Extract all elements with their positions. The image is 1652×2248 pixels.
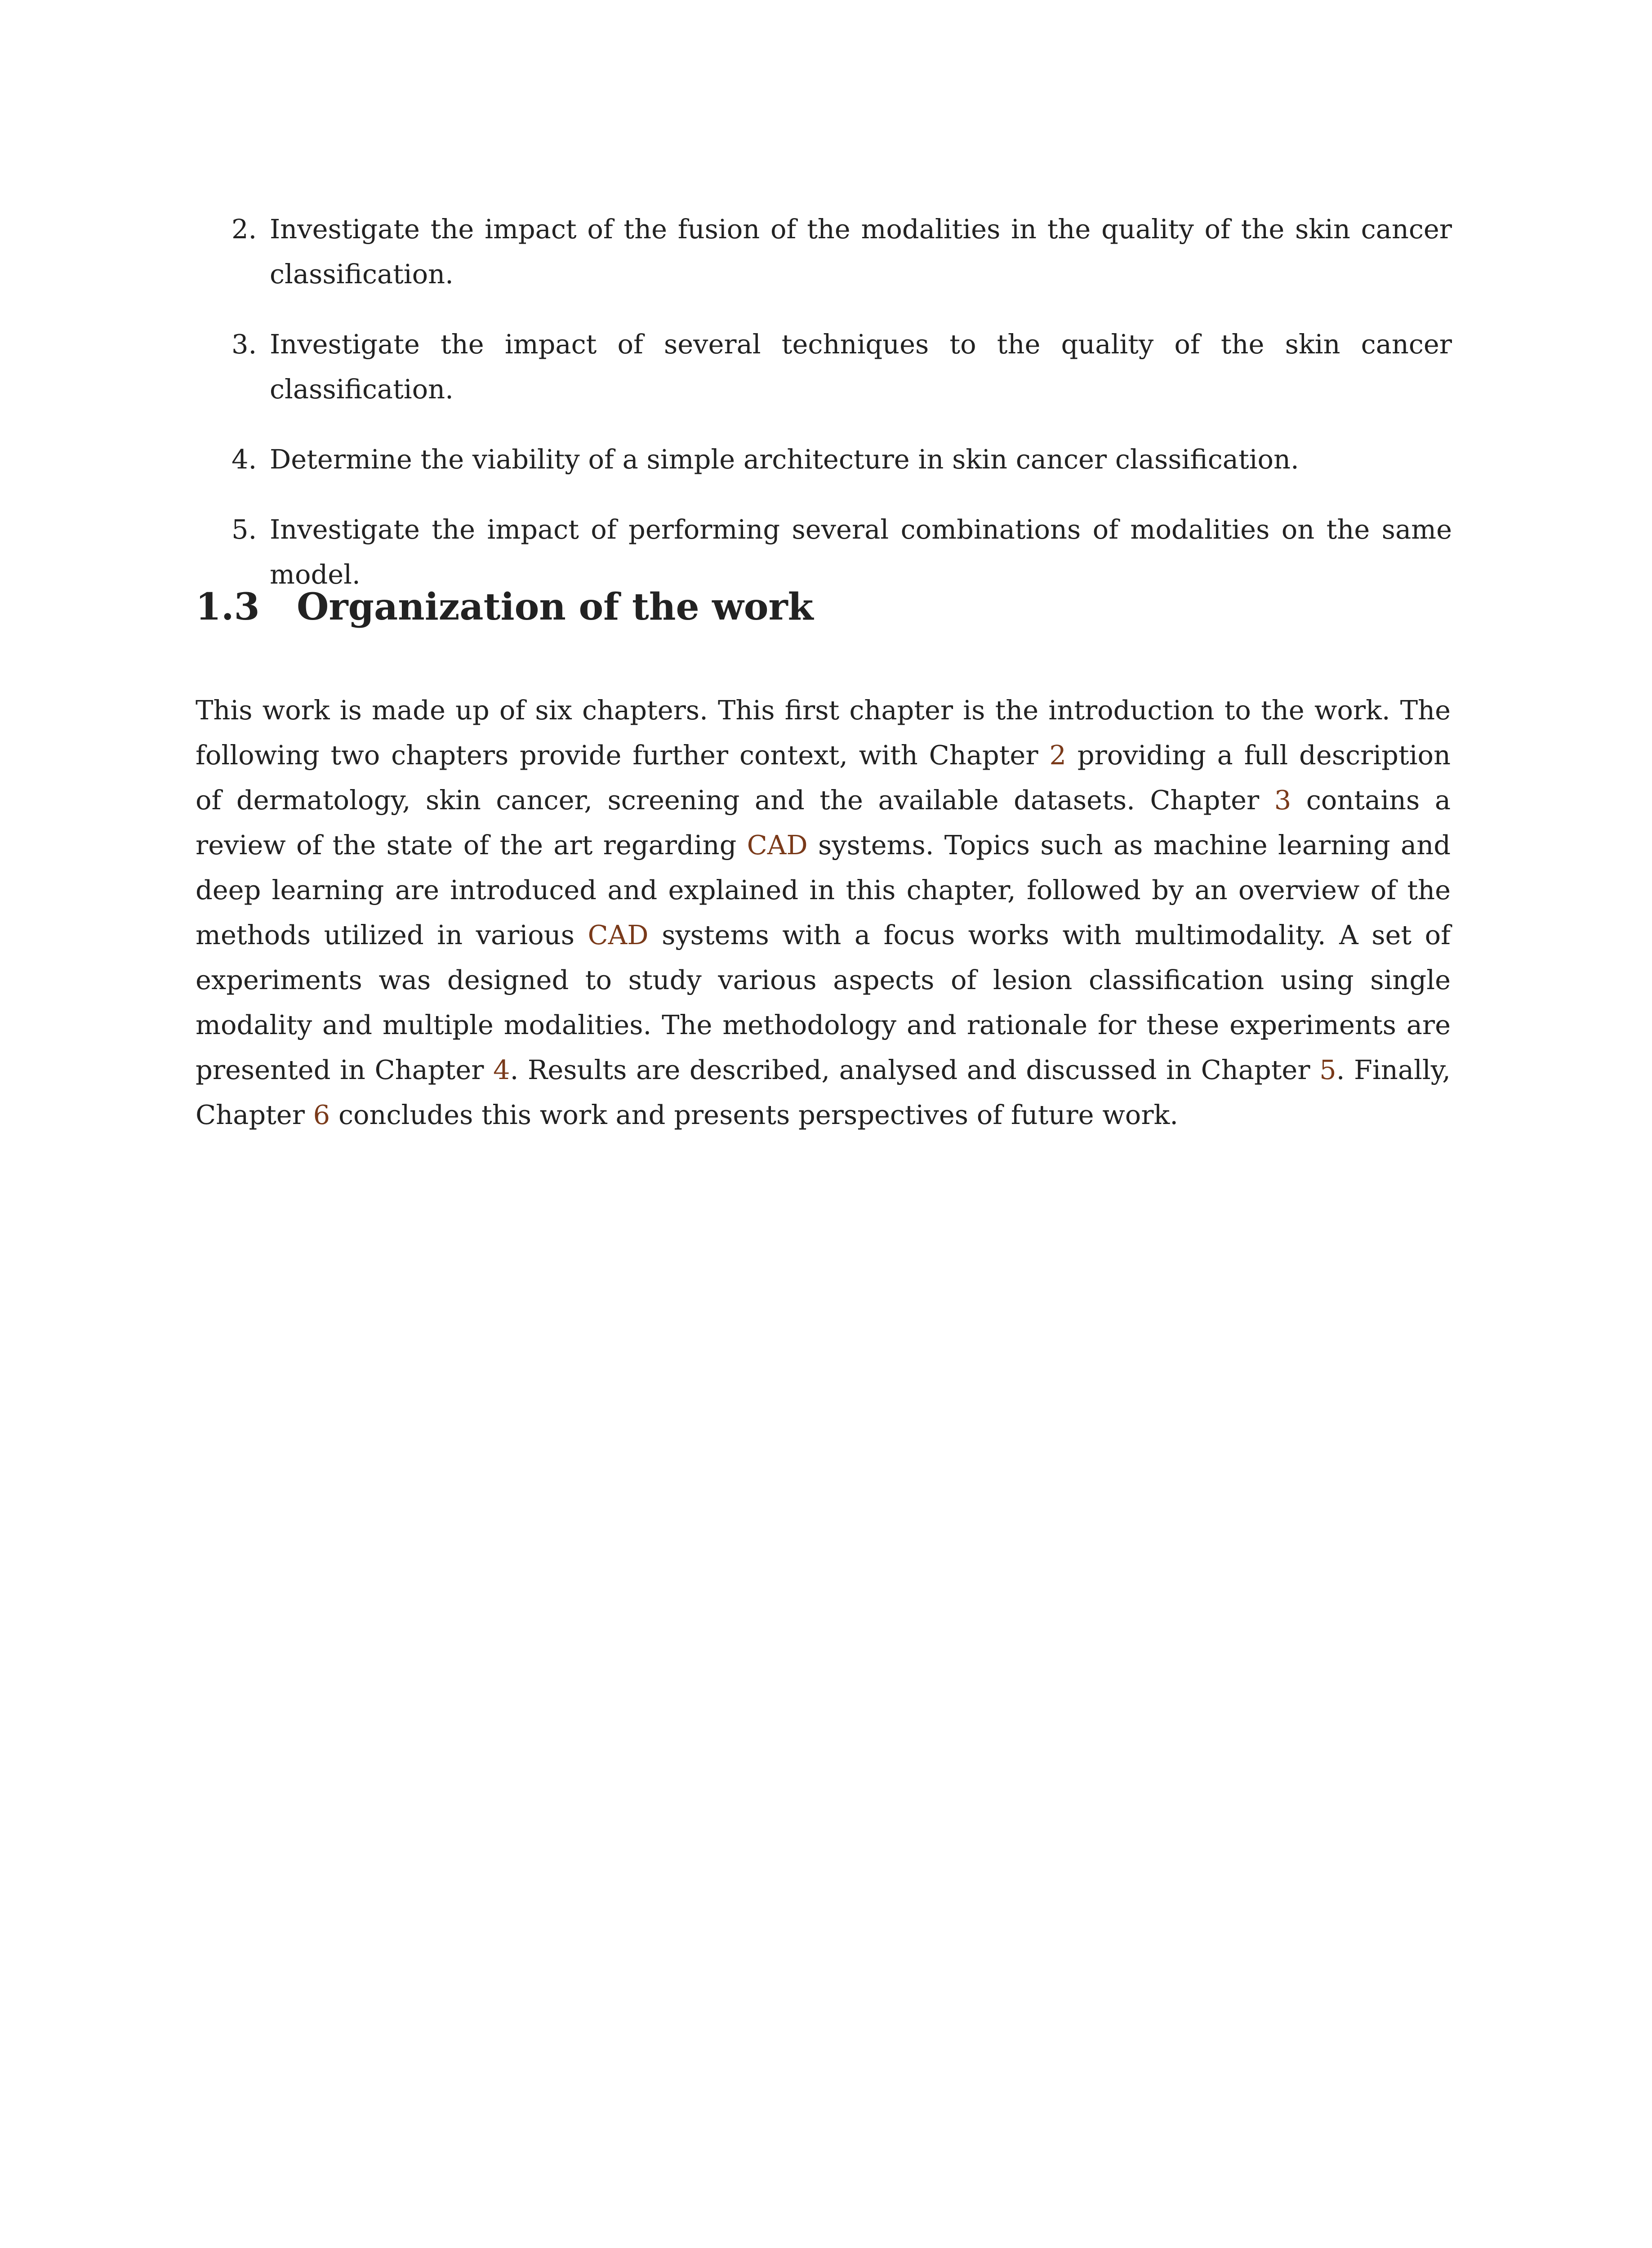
chapter-4-link[interactable]: 4 — [493, 1054, 510, 1085]
paragraph-text: . Finally, Chapter — [196, 1054, 1451, 1130]
cad-glossary-link[interactable]: CAD — [747, 830, 808, 861]
list-item-number: 3. — [232, 329, 257, 360]
chapter-5-link[interactable]: 5 — [1319, 1054, 1336, 1085]
section-heading — [196, 582, 813, 632]
list-item-text: Investigate the impact of the fusion of the modalities in the quality of the skin cancer classification. — [270, 214, 1452, 290]
section-title: Organization of the work — [297, 585, 814, 629]
section-number: 1.3 — [196, 585, 260, 629]
paragraph-text: systems. Topics such as machine learning and deep learning are introduced and explained in this chapter, followed by an overview of the methods utilized in various — [196, 830, 1451, 950]
list-item-text: Investigate the impact of several techniques to the quality of the skin cancer classification. — [270, 329, 1452, 405]
paragraph-text: . Results are described, analysed and discussed in Chapter — [510, 1054, 1320, 1085]
list-item-text: Investigate the impact of performing several combinations of modalities on the same model. — [270, 514, 1452, 590]
paragraph-text: concludes this work and presents perspectives of future work. — [330, 1099, 1179, 1130]
chapter-2-link[interactable]: 2 — [1049, 740, 1066, 771]
chapter-3-link[interactable]: 3 — [1274, 785, 1291, 816]
list-item-text: Determine the viability of a simple architecture in skin cancer classification. — [270, 444, 1299, 475]
list-item — [227, 322, 1452, 412]
list-item-number: 4. — [232, 444, 257, 475]
cad-glossary-link[interactable]: CAD — [588, 919, 649, 950]
paragraph-text: This work is made up of six chapters. This first chapter is the introduction to the work. The following two chapters provide further context, with Chapter — [196, 695, 1451, 771]
paragraph-text: systems with a focus works with multimodality. A set of experiments was designed to study various aspects of lesion classification using single modality and multiple modalities. The methodology and rationale for these experiments are presented in Chapter — [196, 919, 1451, 1085]
chapter-6-link[interactable]: 6 — [313, 1099, 330, 1130]
list-item — [227, 437, 1452, 482]
list-item-number: 2. — [232, 214, 257, 245]
list-item-number: 5. — [232, 514, 257, 545]
paragraph-text: contains a review of the state of the art regarding — [196, 785, 1451, 861]
list-item — [227, 207, 1452, 297]
paragraph-text: providing a full description of dermatology, skin cancer, screening and the available datasets. Chapter — [196, 740, 1451, 816]
objectives-list — [227, 207, 1452, 622]
organization-paragraph — [196, 688, 1451, 1137]
